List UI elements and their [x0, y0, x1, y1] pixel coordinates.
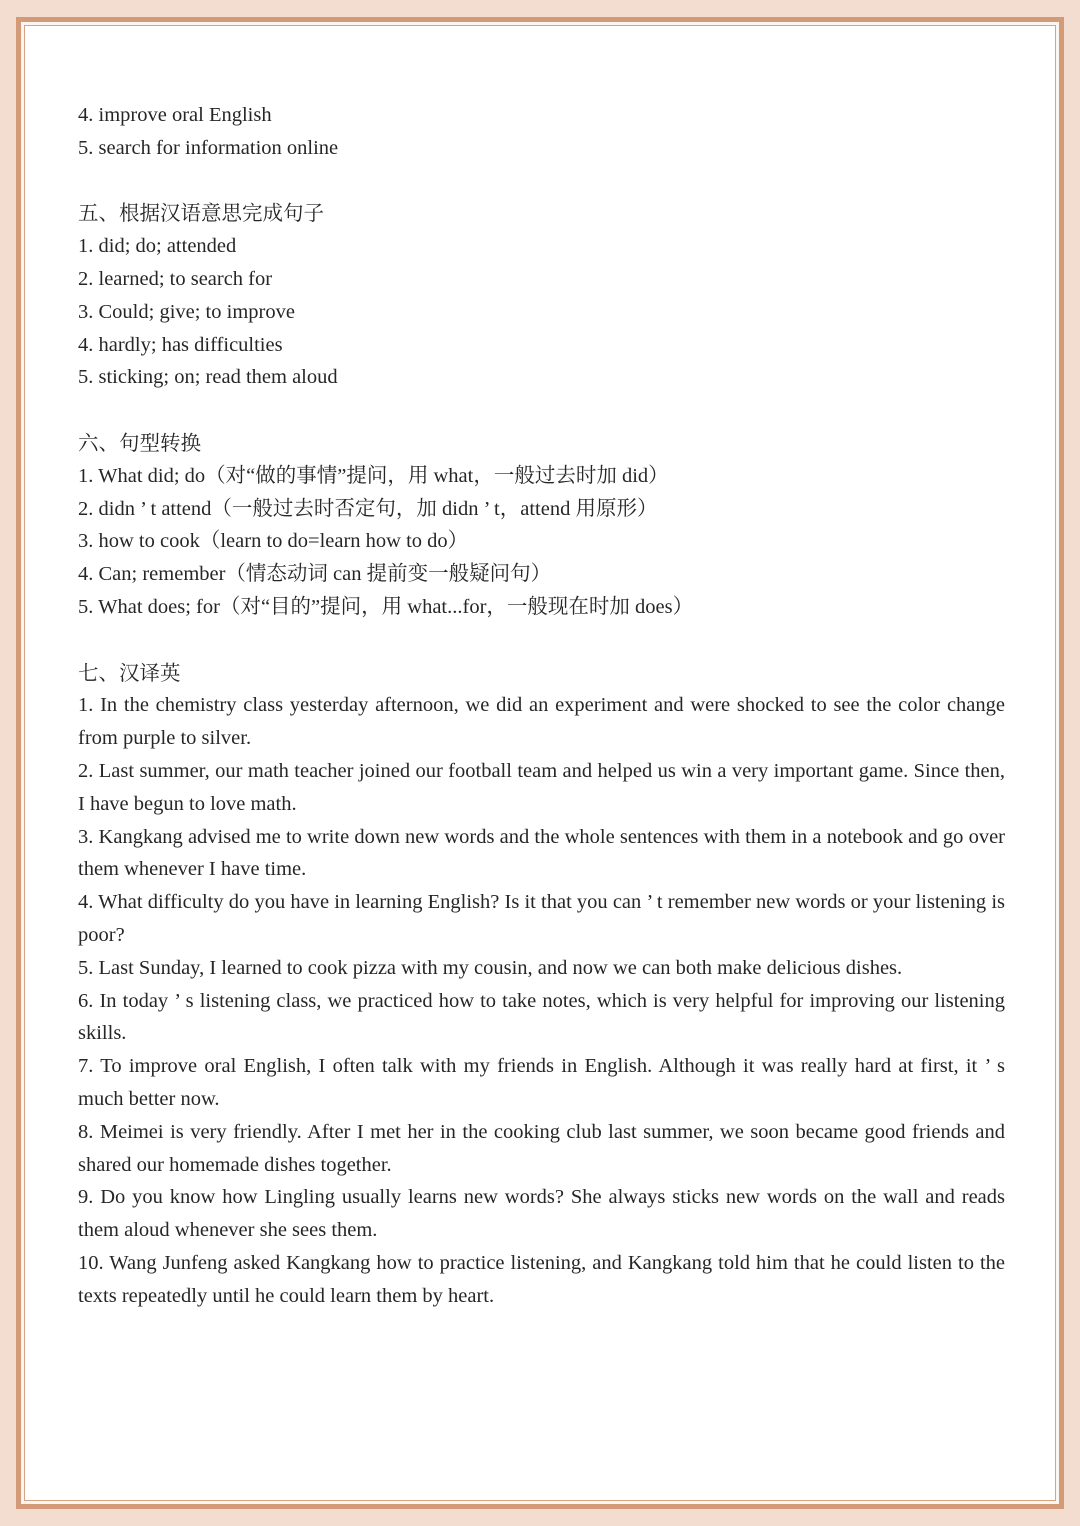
translation-item: 3. Kangkang advised me to write down new words and the whole sentences with them in a notebook and go over them whenever I have time. — [78, 825, 1005, 881]
answer-item: 5. What does; for（对“目的”提问，用 what...for，一般现在时加 does） — [78, 595, 694, 618]
translation-item: 1. In the chemistry class yesterday afternoon, we did an experiment and were shocked to see the color change from purple to silver. — [78, 694, 1005, 750]
answer-item: 3. Could; give; to improve — [78, 300, 295, 323]
translation-item: 6. In today ’ s listening class, we practiced how to take notes, which is very helpful for improving our listening skills. — [78, 989, 1005, 1045]
section-heading-7: 七、汉译英 — [78, 660, 181, 685]
section-heading-5: 五、根据汉语意思完成句子 — [78, 201, 324, 226]
answer-item: 1. did; do; attended — [78, 235, 237, 258]
section-heading-6: 六、句型转换 — [78, 430, 201, 455]
answer-key-content — [78, 99, 1005, 1312]
translation-item: 10. Wang Junfeng asked Kangkang how to practice listening, and Kangkang told him that he could listen to the texts repeatedly until he could learn them by heart. — [78, 1251, 1005, 1307]
answer-item: 4. hardly; has difficulties — [78, 333, 283, 356]
answer-item: 4. improve oral English — [78, 104, 272, 126]
translation-item: 4. What difficulty do you have in learning English? Is it that you can ’ t remember new words or your listening is poor? — [78, 891, 1005, 946]
translation-item: 5. Last Sunday, I learned to cook pizza with my cousin, and now we can both make delicious dishes. — [78, 956, 903, 979]
answer-item: 2. learned; to search for — [78, 267, 273, 290]
translation-item: 9. Do you know how Lingling usually learns new words? She always sticks new words on the wall and reads them aloud whenever she sees them. — [78, 1186, 1005, 1242]
translation-item: 8. Meimei is very friendly. After I met her in the cooking club last summer, we soon became good friends and shared our homemade dishes together. — [78, 1120, 1005, 1176]
answer-item: 3. how to cook（learn to do=learn how to do） — [78, 530, 469, 553]
answer-item: 5. sticking; on; read them aloud — [78, 366, 338, 389]
answer-item: 5. search for information online — [78, 136, 339, 159]
translation-item: 2. Last summer, our math teacher joined our football team and helped us win a very important game. Since then, I have begun to love math. — [78, 759, 1005, 815]
translation-item: 7. To improve oral English, I often talk with my friends in English. Although it was really hard at first, it ’ s much better now. — [78, 1055, 1005, 1110]
answer-item: 1. What did; do（对“做的事情”提问，用 what，一般过去时加 did） — [78, 464, 669, 487]
answer-item: 4. Can; remember（情态动词 can 提前变一般疑问句） — [78, 563, 552, 586]
answer-item: 2. didn ’ t attend（一般过去时否定句，加 didn ’ t，attend 用原形） — [78, 497, 658, 520]
